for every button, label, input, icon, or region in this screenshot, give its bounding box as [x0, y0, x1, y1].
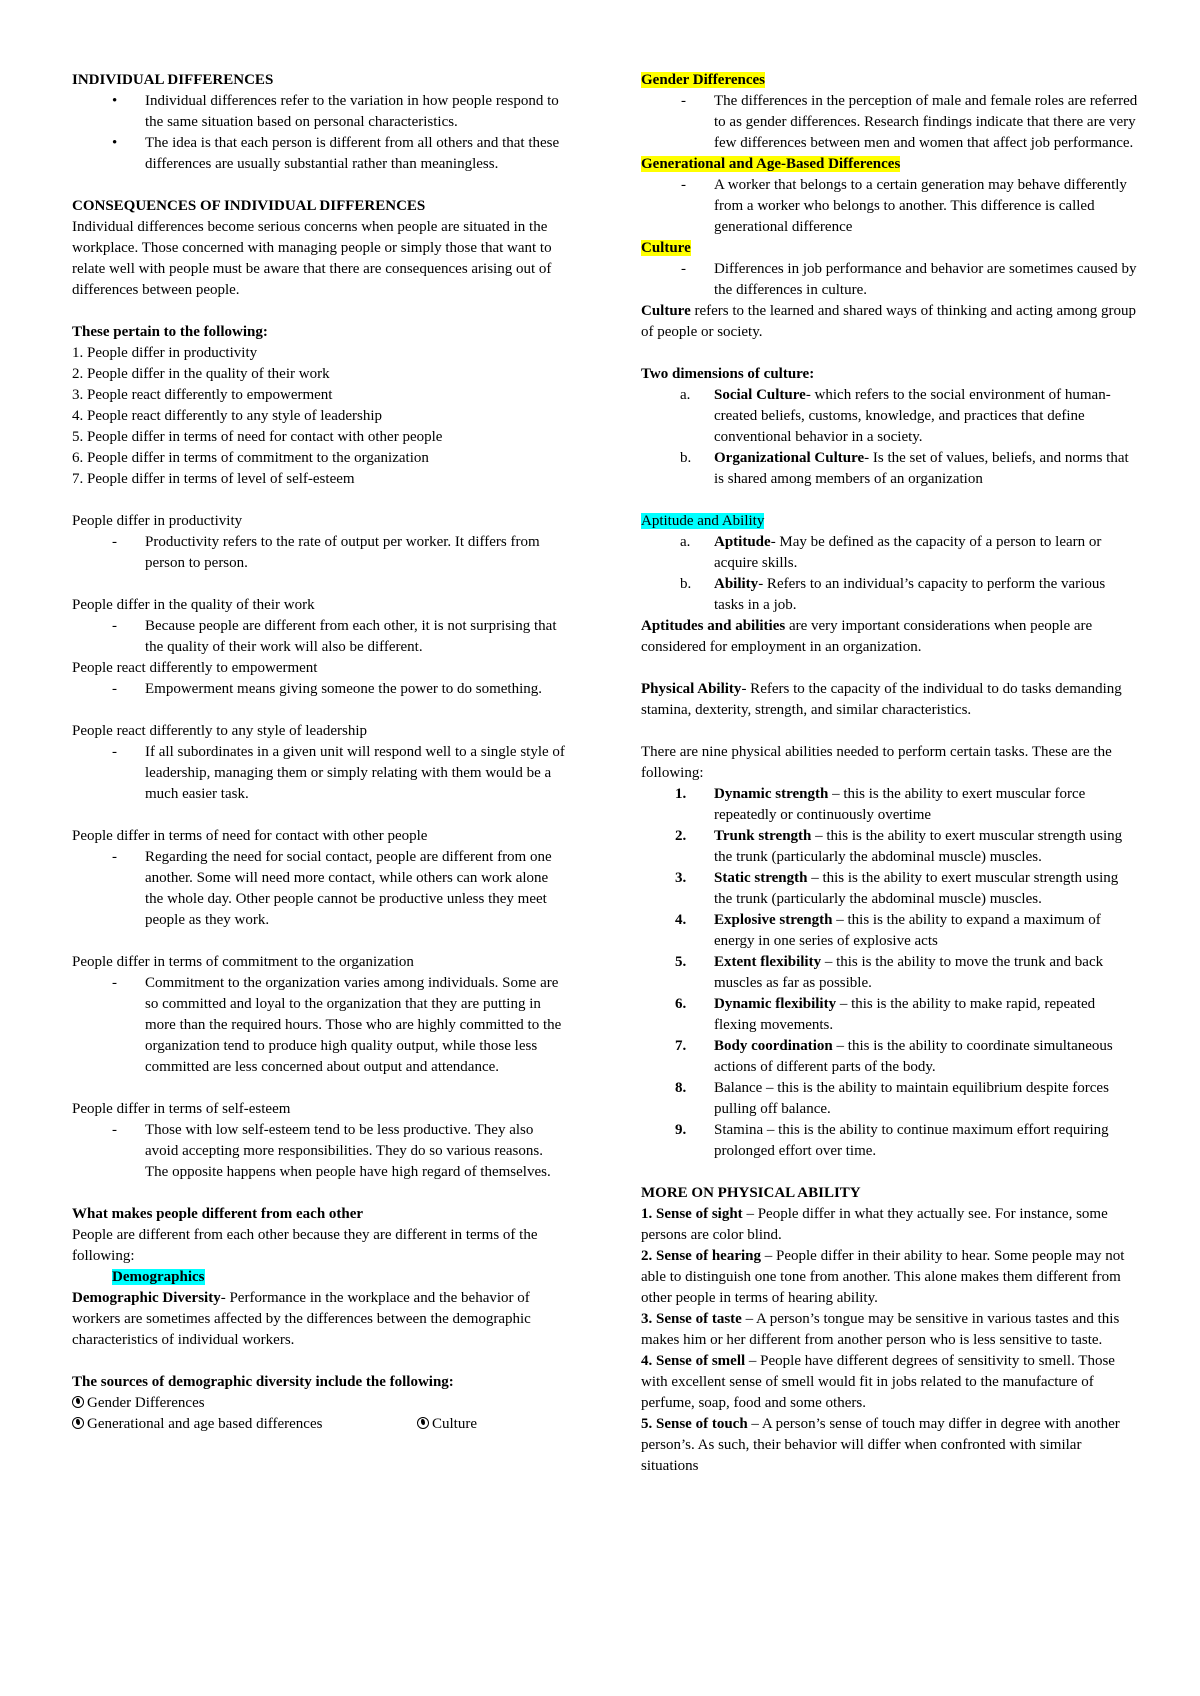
culture-heading: Culture [641, 240, 691, 256]
pertain-heading: These pertain to the following: [72, 324, 268, 340]
list-item: • Individual differences refer to the variation in how people respond to the same situation based on personal characteristics. [72, 91, 568, 133]
detail-title: People differ in terms of commitment to the organization [72, 954, 414, 970]
list-item: 2. People differ in the quality of their work [72, 366, 330, 382]
dash-marker: - [681, 93, 686, 109]
list-item: - Productivity refers to the rate of output per worker. It differs from person to person. [72, 532, 568, 574]
dash-marker: - [112, 744, 117, 760]
list-item: - Those with low self-esteem tend to be less productive. They also avoid accepting more responsibilities. They do so various reasons. The opposite happens when people have high regard of themselves. [72, 1120, 568, 1183]
list-item: - Differences in job performance and behavior are sometimes caused by the differences in culture. [641, 259, 1138, 301]
demographics-label-row [72, 1267, 568, 1288]
list-item: 4. Sense of smell – People have different degrees of sensitivity to smell. Those with excellent sense of smell would fit in jobs related to the manufacture of perfume, soap, food and some others. [641, 1353, 1115, 1411]
sources-row [72, 1414, 568, 1435]
list-item: 1. Sense of sight – People differ in what they actually see. For instance, some persons are color blind. [641, 1206, 1108, 1243]
detail-title: People react differently to empowerment [72, 660, 318, 676]
list-item: - The differences in the perception of male and female roles are referred to as gender differences. Research findings indicate that there are very few differences between men and women that affect job performance. [641, 91, 1138, 154]
list-item: 1. Dynamic strength – this is the ability to exert muscular force repeatedly or continuously overtime [675, 786, 1086, 823]
list-item: 7. Body coordination – this is the ability to coordinate simultaneous actions of different parts of the body. [675, 1038, 1113, 1075]
list-item: Culture [417, 1414, 477, 1435]
list-item: 4. People react differently to any style of leadership [72, 408, 383, 424]
globe-icon [72, 1396, 84, 1408]
dash-marker: - [112, 849, 117, 865]
globe-icon [72, 1417, 84, 1429]
list-item: Gender Differences [72, 1393, 568, 1414]
demographic-diversity-paragraph [72, 1288, 568, 1351]
list-item: - Empowerment means giving someone the power to do something. [72, 679, 568, 700]
list-item: 5. People differ in terms of need for contact with other people [72, 429, 443, 445]
detail-title: People react differently to any style of leadership [72, 723, 368, 739]
list-item: 4. Explosive strength – this is the ability to expand a maximum of energy in one series of explosive acts [675, 912, 1101, 949]
gender-heading: Gender Differences [641, 72, 765, 88]
physical-intro: There are nine physical abilities needed to perform certain tasks. These are the following: [641, 744, 1112, 781]
detail-title: People differ in terms of self-esteem [72, 1101, 291, 1117]
dash-marker: - [112, 1122, 117, 1138]
two-dimensions-heading: Two dimensions of culture: [641, 366, 815, 382]
dash-marker: - [681, 261, 686, 277]
demographic-diversity-term: Demographic Diversity [72, 1290, 221, 1306]
dash-marker: - [681, 177, 686, 193]
more-physical-heading: MORE ON PHYSICAL ABILITY [641, 1185, 861, 1201]
right-column [641, 70, 1138, 1477]
individual-differences-heading: INDIVIDUAL DIFFERENCES [72, 72, 274, 88]
list-item: - Regarding the need for social contact, people are different from one another. Some will need more contact, while others can work alone the whole day. Other people cannot be productive unless they meet people as they work. [72, 847, 568, 931]
dash-marker: - [112, 681, 117, 697]
globe-icon [417, 1417, 429, 1429]
list-item: a. Aptitude- May be defined as the capacity of a person to learn or acquire skills. [680, 534, 1102, 571]
bullet-icon: • [112, 93, 118, 109]
physical-ability-paragraph: Physical Ability- Refers to the capacity of the individual to do tasks demanding stamina, dexterity, strength, and similar characteristics. [641, 681, 1122, 718]
list-item: 7. People differ in terms of level of self-esteem [72, 471, 355, 487]
list-item: 9. Stamina – this is the ability to continue maximum effort requiring prolonged effort over time. [675, 1122, 1109, 1159]
list-item: - A worker that belongs to a certain generation may behave differently from a worker who belongs to another. This difference is called generational difference [641, 175, 1138, 238]
detail-title: People differ in the quality of their work [72, 597, 315, 613]
bullet-icon: • [112, 135, 118, 151]
list-item: 1. People differ in productivity [72, 345, 258, 361]
list-item: Generational and age based differences [72, 1414, 417, 1435]
list-item: b. Ability- Refers to an individual’s capacity to perform the various tasks in a job. [680, 576, 1106, 613]
list-item: • The idea is that each person is different from all others and that these differences are usually substantial rather than meaningless. [72, 133, 568, 175]
list-item: 3. Static strength – this is the ability to exert muscular strength using the trunk (particularly the abdominal muscle) muscles. [675, 870, 1119, 907]
list-item: 3. Sense of taste – A person’s tongue may be sensitive in various tastes and this makes him or her different from another person who is less sensitive to taste. [641, 1311, 1120, 1348]
list-item: - Commitment to the organization varies among individuals. Some are so committed and loyal to the organization that they are putting in more than the required hours. Those who are highly committed to the organization tend to produce high quality output, while those less committed are less concerned about output and attendance. [72, 973, 568, 1078]
consequences-heading: CONSEQUENCES OF INDIVIDUAL DIFFERENCES [72, 198, 426, 214]
list-item: 5. Sense of touch – A person’s sense of touch may differ in degree with another person’s. As such, their behavior will differ when confronted with similar situations [641, 1416, 1120, 1474]
what-makes-heading: What makes people different from each other [72, 1206, 364, 1222]
list-item: a. Social Culture- which refers to the social environment of human-created beliefs, customs, knowledge, and practices that define conventional behavior in a society. [680, 387, 1111, 445]
list-item: 2. Trunk strength – this is the ability to exert muscular strength using the trunk (particularly the abdominal muscle) muscles. [675, 828, 1123, 865]
left-column [72, 70, 568, 1435]
culture-definition: Culture refers to the learned and shared ways of thinking and acting among group of people or society. [641, 303, 1137, 340]
list-item: 2. Sense of hearing – People differ in their ability to hear. Some people may not able to distinguish one tone from another. This alone makes them different from other people in terms of hearing ability. [641, 1248, 1125, 1306]
list-item: b. Organizational Culture- Is the set of values, beliefs, and norms that is shared among members of an organization [680, 450, 1129, 487]
demographics-label: Demographics [112, 1269, 205, 1285]
demographic-diversity-text: - Performance in the workplace and the behavior of workers are sometimes affected by the differences between the demographic characteristics of individual workers. [72, 1290, 531, 1348]
dash-marker: - [112, 975, 117, 991]
list-item: 6. Dynamic flexibility – this is the ability to make rapid, repeated flexing movements. [675, 996, 1096, 1033]
list-item: 5. Extent flexibility – this is the ability to move the trunk and back muscles as far as possible. [675, 954, 1104, 991]
list-item: 8. Balance – this is the ability to maintain equilibrium despite forces pulling off balance. [675, 1080, 1109, 1117]
list-item: - If all subordinates in a given unit will respond well to a single style of leadership, managing them or simply relating with them would be a much easier task. [72, 742, 568, 805]
detail-title: People differ in terms of need for contact with other people [72, 828, 428, 844]
list-item: 6. People differ in terms of commitment to the organization [72, 450, 429, 466]
aptitude-summary: Aptitudes and abilities are very important considerations when people are considered for employment in an organization. [641, 618, 1093, 655]
detail-title: People differ in productivity [72, 513, 243, 529]
aptitude-heading: Aptitude and Ability [641, 513, 765, 529]
list-item: - Because people are different from each other, it is not surprising that the quality of their work will also be different. [72, 616, 568, 658]
list-item: 3. People react differently to empowerment [72, 387, 333, 403]
generational-heading: Generational and Age-Based Differences [641, 156, 901, 172]
what-makes-text: People are different from each other because they are different in terms of the following: [72, 1227, 538, 1264]
dash-marker: - [112, 618, 117, 634]
sources-heading: The sources of demographic diversity include the following: [72, 1374, 454, 1390]
dash-marker: - [112, 534, 117, 550]
consequences-paragraph: Individual differences become serious concerns when people are situated in the workplace. Those concerned with managing people or simply those that want to relate well with people must be aware that there are consequences arising out of differences between people. [72, 219, 552, 298]
